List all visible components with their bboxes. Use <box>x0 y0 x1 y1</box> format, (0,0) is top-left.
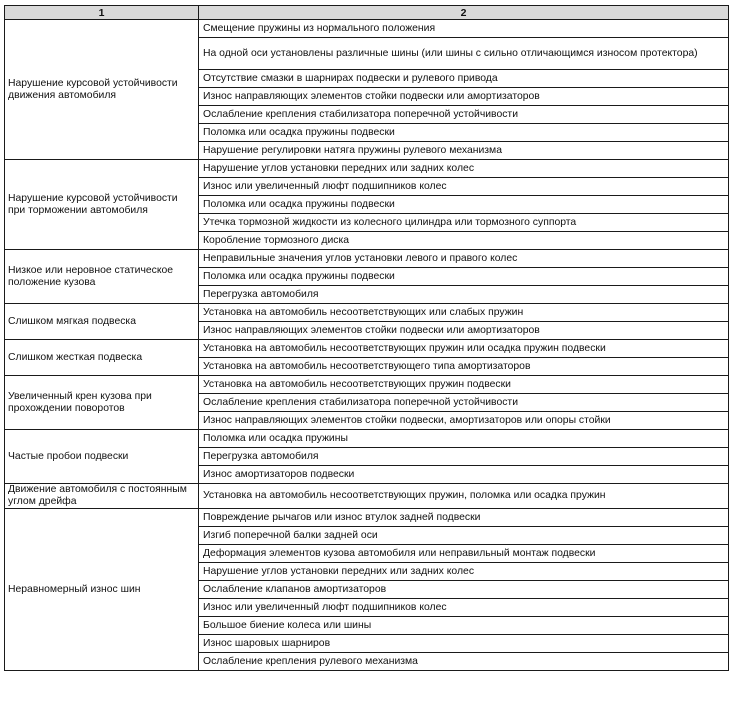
symptom-cell: Движение автомобиля с постоянным углом дрейфа <box>5 484 199 509</box>
cause-cell: Неправильные значения углов установки левого и правого колес <box>199 250 729 268</box>
cause-cell: Перегрузка автомобиля <box>199 448 729 466</box>
symptom-cell: Неравномерный износ шин <box>5 509 199 671</box>
cause-cell: Ослабление крепления рулевого механизма <box>199 653 729 671</box>
cause-cell: Ослабление клапанов амортизаторов <box>199 581 729 599</box>
cause-cell: Коробление тормозного диска <box>199 232 729 250</box>
table-row <box>5 430 729 448</box>
symptom-cell: Слишком мягкая подвеска <box>5 304 199 340</box>
cause-cell: На одной оси установлены различные шины (или шины с сильно отличающимся износом протектора) <box>199 38 729 70</box>
cause-cell: Повреждение рычагов или износ втулок задней подвески <box>199 509 729 527</box>
symptom-cell: Увеличенный крен кузова при прохождении поворотов <box>5 376 199 430</box>
cause-cell: Деформация элементов кузова автомобиля или неправильный монтаж подвески <box>199 545 729 563</box>
cause-cell: Износ направляющих элементов стойки подвески или амортизаторов <box>199 322 729 340</box>
malfunction-table <box>4 5 729 671</box>
symptom-cell: Низкое или неровное статическое положение кузова <box>5 250 199 304</box>
cause-cell: Износ или увеличенный люфт подшипников колес <box>199 178 729 196</box>
table-row <box>5 340 729 358</box>
column-header-2: 2 <box>199 6 729 20</box>
table-row <box>5 250 729 268</box>
symptom-cell: Нарушение курсовой устойчивости при торможении автомобиля <box>5 160 199 250</box>
cause-cell: Установка на автомобиль несоответствующего типа амортизаторов <box>199 358 729 376</box>
symptom-cell: Слишком жесткая подвеска <box>5 340 199 376</box>
cause-cell: Поломка или осадка пружины подвески <box>199 196 729 214</box>
header-row <box>5 6 729 20</box>
symptom-cell: Частые пробои подвески <box>5 430 199 484</box>
cause-cell: Отсутствие смазки в шарнирах подвески и рулевого привода <box>199 70 729 88</box>
cause-cell: Большое биение колеса или шины <box>199 617 729 635</box>
table-body <box>5 20 729 671</box>
cause-cell: Перегрузка автомобиля <box>199 286 729 304</box>
cause-cell: Нарушение регулировки натяга пружины рулевого механизма <box>199 142 729 160</box>
cause-cell: Износ направляющих элементов стойки подвески, амортизаторов или опоры стойки <box>199 412 729 430</box>
table-row <box>5 484 729 509</box>
table-row <box>5 376 729 394</box>
symptom-cell: Нарушение курсовой устойчивости движения автомобиля <box>5 20 199 160</box>
cause-cell: Поломка или осадка пружины <box>199 430 729 448</box>
cause-cell: Смещение пружины из нормального положения <box>199 20 729 38</box>
cause-cell: Поломка или осадка пружины подвески <box>199 268 729 286</box>
cause-cell: Нарушение углов установки передних или задних колес <box>199 160 729 178</box>
column-header-1: 1 <box>5 6 199 20</box>
cause-cell: Установка на автомобиль несоответствующих или слабых пружин <box>199 304 729 322</box>
table-row <box>5 160 729 178</box>
cause-cell: Износ амортизаторов подвески <box>199 466 729 484</box>
cause-cell: Утечка тормозной жидкости из колесного цилиндра или тормозного суппорта <box>199 214 729 232</box>
cause-cell: Износ или увеличенный люфт подшипников колес <box>199 599 729 617</box>
table-row <box>5 509 729 527</box>
cause-cell: Нарушение углов установки передних или задних колес <box>199 563 729 581</box>
table-row <box>5 20 729 38</box>
table-row <box>5 304 729 322</box>
table-header <box>5 6 729 20</box>
cause-cell: Установка на автомобиль несоответствующих пружин подвески <box>199 376 729 394</box>
cause-cell: Поломка или осадка пружины подвески <box>199 124 729 142</box>
cause-cell: Износ направляющих элементов стойки подвески или амортизаторов <box>199 88 729 106</box>
cause-cell: Установка на автомобиль несоответствующих пружин или осадка пружин подвески <box>199 340 729 358</box>
cause-cell: Ослабление крепления стабилизатора поперечной устойчивости <box>199 394 729 412</box>
cause-cell: Ослабление крепления стабилизатора поперечной устойчивости <box>199 106 729 124</box>
cause-cell: Износ шаровых шарниров <box>199 635 729 653</box>
cause-cell: Изгиб поперечной балки задней оси <box>199 527 729 545</box>
cause-cell: Установка на автомобиль несоответствующих пружин, поломка или осадка пружин <box>199 484 729 509</box>
